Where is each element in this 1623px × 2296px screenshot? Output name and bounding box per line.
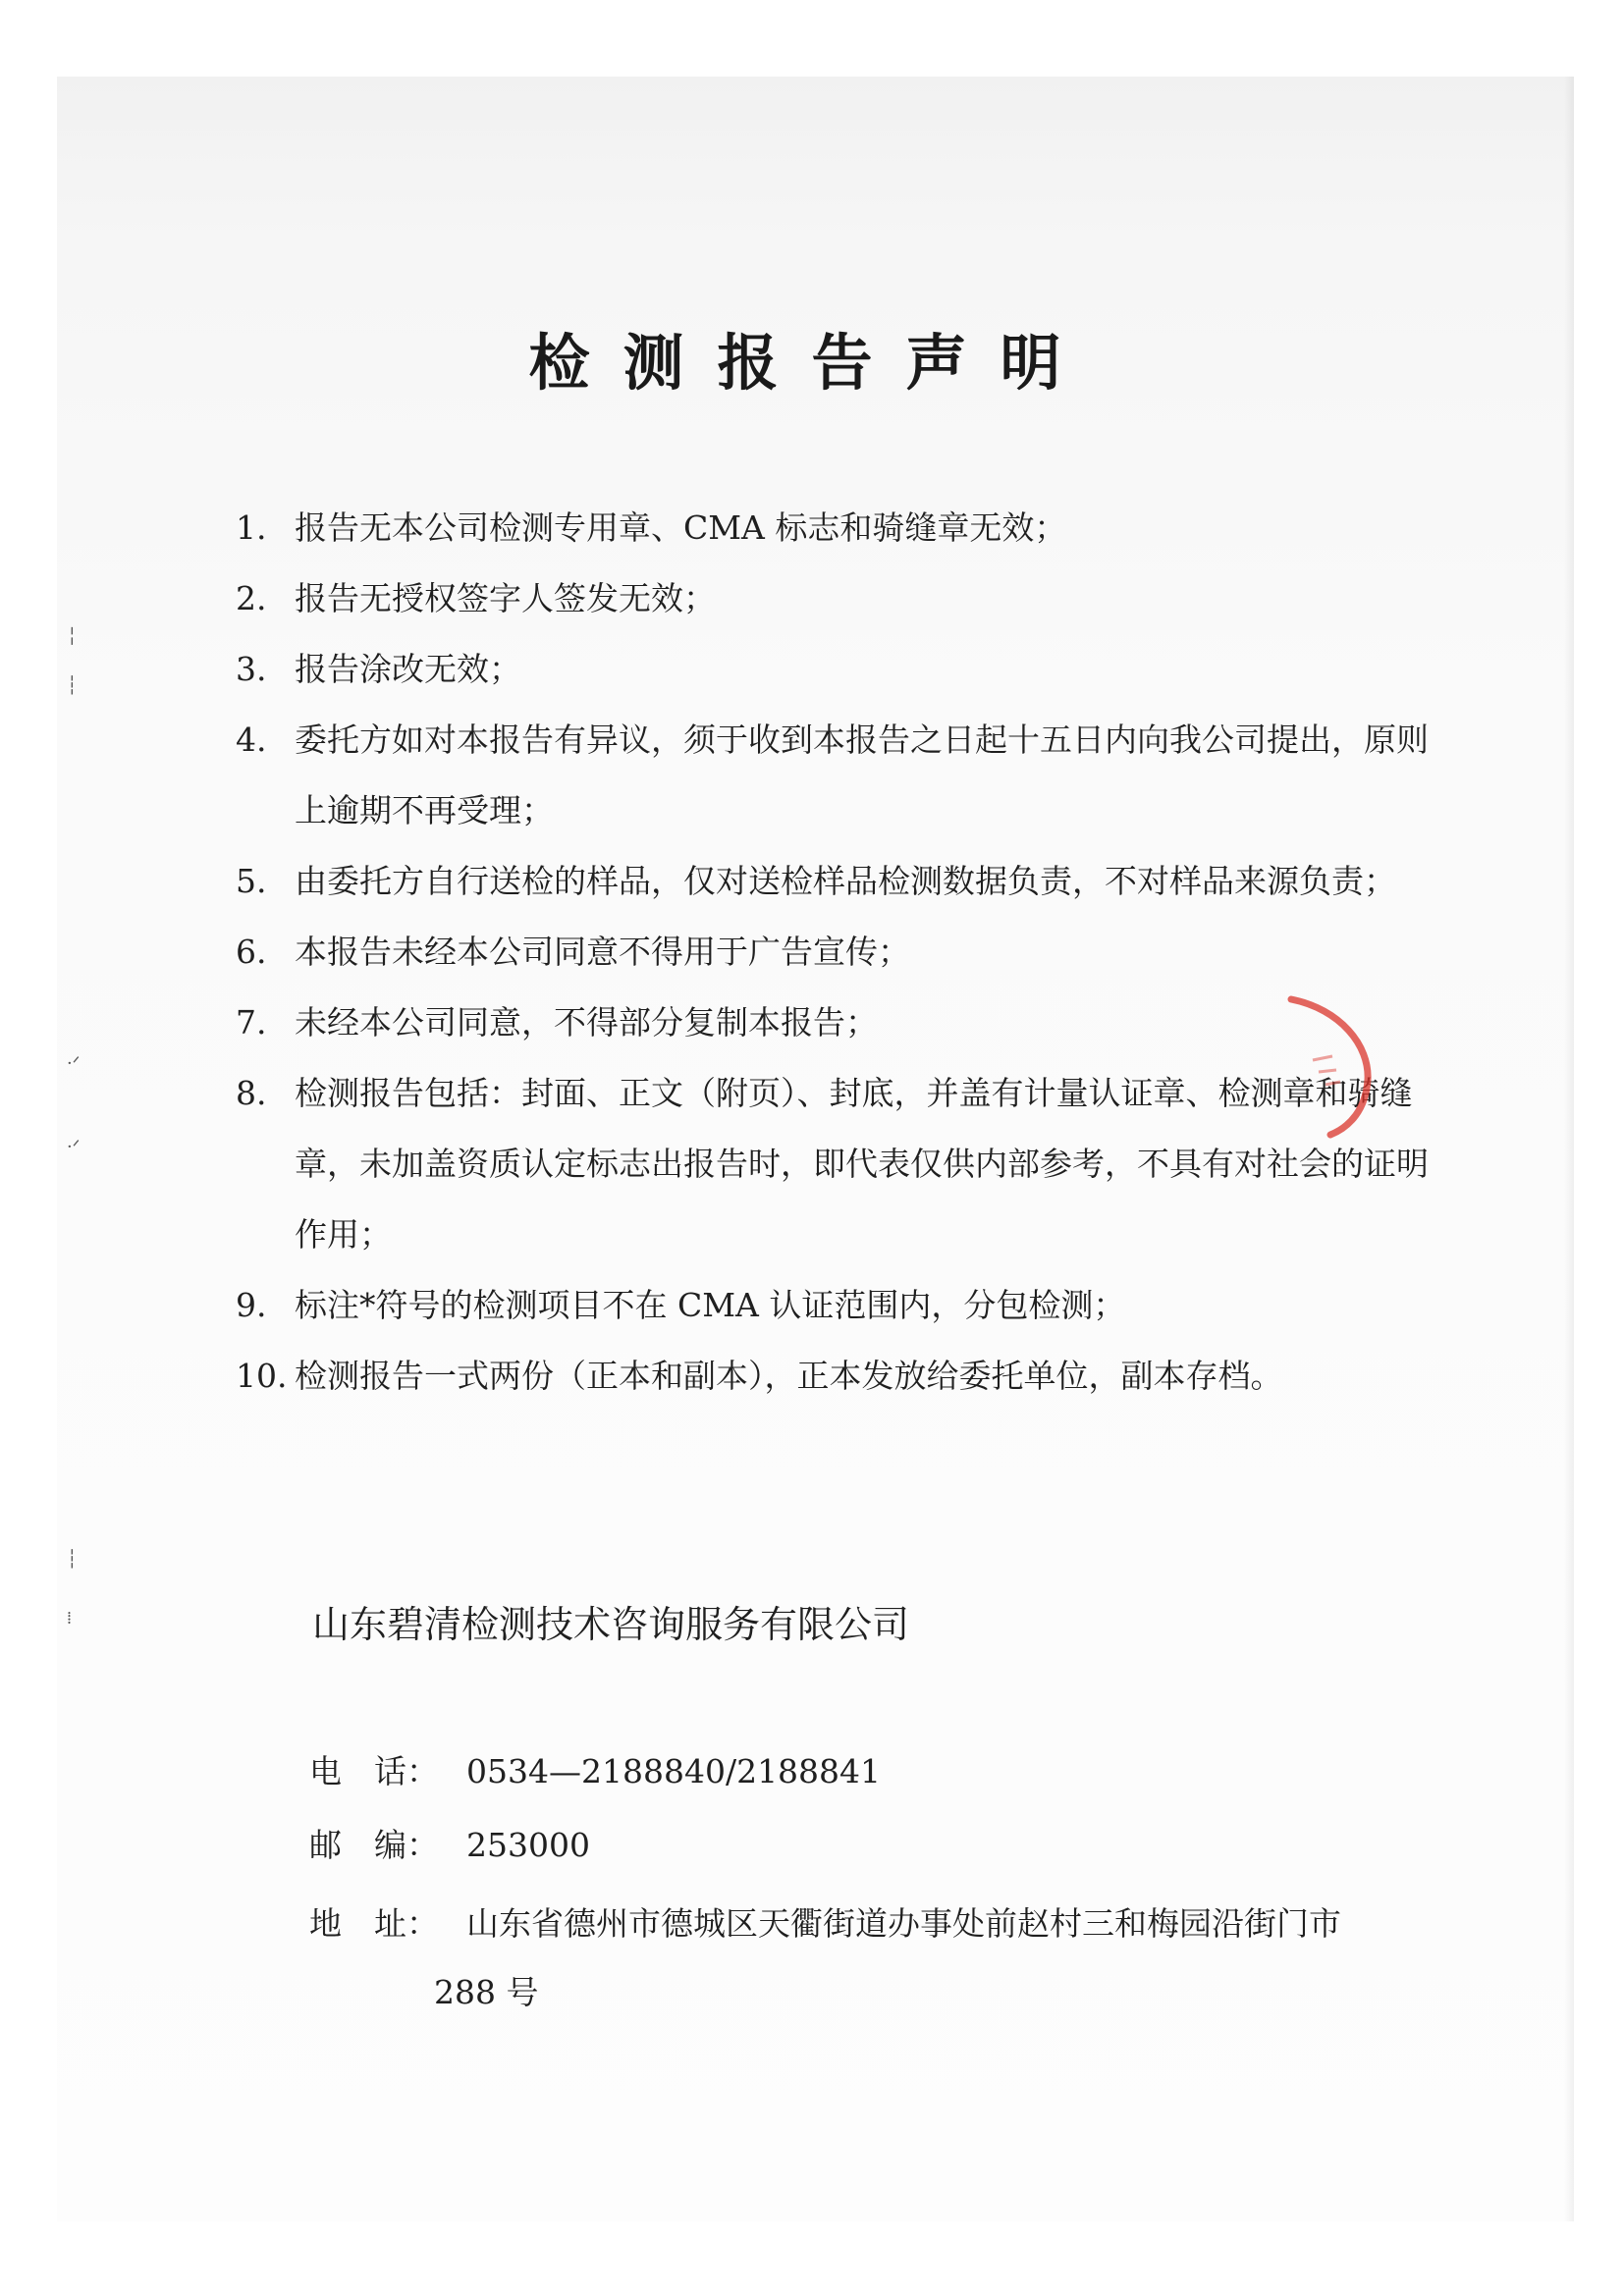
clause-text: 未经本公司同意，不得部分复制本报告； <box>295 1003 878 1041</box>
seal-arc <box>1291 999 1368 1135</box>
postcode-label: 邮 编： <box>309 1826 439 1864</box>
clause-item <box>236 1341 1443 1412</box>
binding-hole-mark: ╎ <box>67 626 78 647</box>
clause-number: 10. <box>236 1357 288 1395</box>
clause-text: 本报告未经本公司同意不得用于广告宣传； <box>295 933 910 971</box>
clause-text: 检测报告包括：封面、正文（附页）、封底，并盖有计量认证章、检测章和骑缝章，未加盖资质认定标志出报告时，即代表仅供内部参考，不具有对社会的证明作用； <box>295 1074 1429 1254</box>
company-name: 山东碧清检测技术咨询服务有限公司 <box>312 1603 910 1646</box>
red-seal-fragment <box>1271 991 1380 1139</box>
clause-number: 3. <box>236 650 267 688</box>
binding-hole-mark: ┆ <box>67 1549 78 1570</box>
clause-number: 1. <box>236 508 267 547</box>
clause-item <box>236 1270 1443 1341</box>
statement-clauses <box>236 493 1443 1412</box>
document-title: 检测报告声明 <box>528 327 1095 399</box>
address-label: 地 址： <box>309 1904 439 1943</box>
clause-text: 标注*符号的检测项目不在 CMA 认证范围内，分包检测； <box>295 1286 1126 1324</box>
clause-text: 报告无本公司检测专用章、CMA 标志和骑缝章无效； <box>295 508 1067 547</box>
postcode-value: 253000 <box>466 1826 590 1864</box>
address-line-2: 288 号 <box>434 1973 539 2011</box>
clause-text: 检测报告一式两份（正本和副本），正本发放给委托单位，副本存档。 <box>295 1357 1283 1395</box>
contact-postcode-row <box>309 1811 1448 1880</box>
clause-text: 由委托方自行送检的样品，仅对送检样品检测数据负责，不对样品来源负责； <box>295 862 1396 900</box>
contact-address-row <box>309 1890 1448 2027</box>
address-line-1: 山东省德州市德城区天衢街道办事处前赵村三和梅园沿街门市 <box>466 1904 1341 1943</box>
clause-text: 报告涂改无效； <box>295 650 521 688</box>
clause-item <box>236 493 1443 563</box>
binding-hole-mark: ⁞ <box>67 1608 73 1629</box>
phone-value: 0534—2188840/2188841 <box>466 1752 882 1790</box>
clause-item <box>236 705 1443 846</box>
binding-hole-mark: ┆ <box>67 675 78 696</box>
binding-hole-mark: ·ᐟ <box>67 1137 81 1157</box>
clause-item <box>236 917 1443 988</box>
clause-number: 6. <box>236 933 267 971</box>
phone-label: 电 话： <box>309 1752 439 1790</box>
clause-number: 4. <box>236 721 267 759</box>
clause-text: 报告无授权签字人签发无效； <box>295 579 716 617</box>
clause-item <box>236 846 1443 917</box>
clause-number: 2. <box>236 579 267 617</box>
clause-item <box>236 988 1443 1058</box>
clause-item <box>236 1058 1443 1270</box>
clause-number: 9. <box>236 1286 267 1324</box>
contact-phone-row <box>309 1737 1448 1806</box>
clause-item <box>236 634 1443 705</box>
clause-number: 5. <box>236 862 267 900</box>
clause-number: 7. <box>236 1003 267 1041</box>
binding-hole-mark: ·ᐟ <box>67 1053 81 1074</box>
clause-number: 8. <box>236 1074 267 1112</box>
clause-item <box>236 563 1443 634</box>
clause-text: 委托方如对本报告有异议，须于收到本报告之日起十五日内向我公司提出，原则上逾期不再受理； <box>295 721 1429 829</box>
seal-inner-stroke <box>1313 1056 1340 1085</box>
